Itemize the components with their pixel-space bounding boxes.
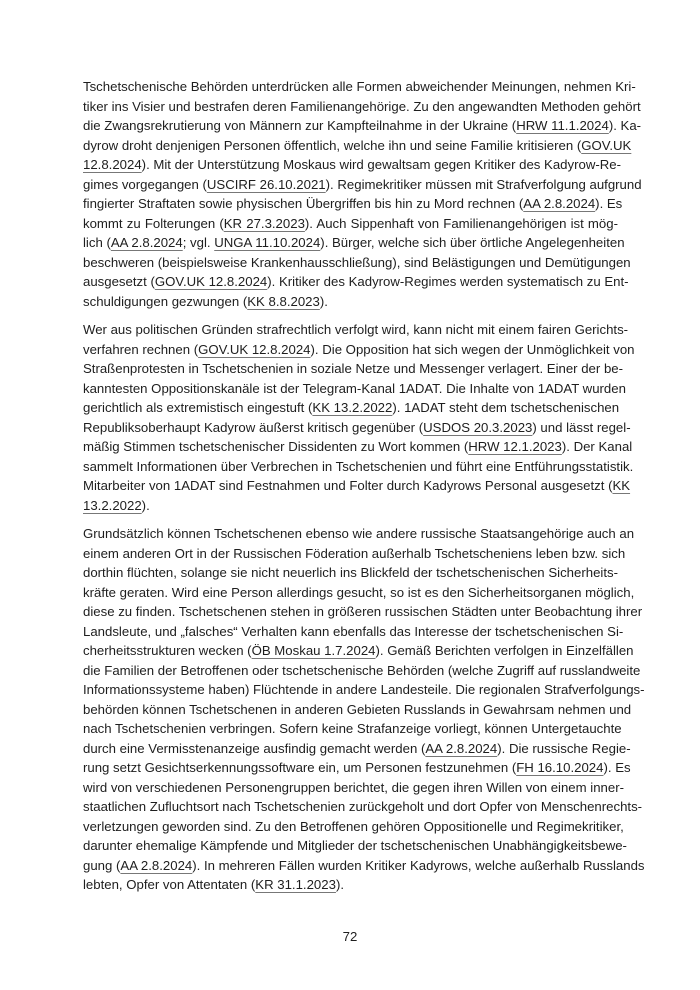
text-segment: nach Tschetschenien verbringen. Sofern keine Strafanzeige vorliegt, können Untergetauchte bbox=[83, 721, 622, 736]
source-reference-link[interactable]: FH 16.10.2024 bbox=[516, 760, 604, 775]
text-segment: Grundsätzlich können Tschetschenen ebenso wie andere russische Staatsangehörige auch an bbox=[83, 526, 635, 541]
text-segment: einem anderen Ort in der Russischen Föderation außerhalb Tschetscheniens leben bzw. sich bbox=[83, 545, 626, 561]
text-segment: darunter ehemalige Kämpfende und Mitglieder der tschetschenischen Unabhängigkeitsbewe- bbox=[83, 838, 627, 853]
document-body bbox=[83, 77, 645, 904]
text-segment: gerichtlich als extremistisch eingestuft ( bbox=[83, 400, 313, 415]
text-line bbox=[83, 194, 623, 214]
text-segment: durch eine Vermisstenanzeige ausfindig gemacht werden ( bbox=[83, 740, 426, 756]
text-segment: ; vgl. bbox=[182, 235, 215, 250]
text-line bbox=[83, 320, 629, 340]
text-line bbox=[83, 437, 633, 457]
text-segment: ). Auch Sippenhaft von Familienangehörigen ist mög- bbox=[304, 215, 618, 231]
source-reference-link[interactable]: KR 27.3.2023 bbox=[223, 215, 305, 231]
text-segment: rung setzt Gesichtserkennungssoftware ein, um Personen festzunehmen ( bbox=[83, 760, 517, 775]
text-segment: ). Mit der Unterstützung Moskaus wird gewaltsam gegen Kritiker des Kadyrow-Re- bbox=[141, 157, 622, 172]
source-reference-link[interactable]: USCIRF 26.10.2021 bbox=[206, 176, 326, 192]
text-segment: ). 1ADAT steht dem tschetschenischen bbox=[392, 400, 620, 415]
text-segment: Tschetschenische Behörden unterdrücken alle Formen abweichender Meinungen, nehmen Kri- bbox=[83, 79, 636, 94]
text-segment: tiker ins Visier und bestrafen deren Familienangehörige. Zu den angewandten Methoden gehört bbox=[83, 98, 641, 114]
text-line bbox=[83, 797, 643, 817]
text-line bbox=[83, 340, 635, 360]
text-segment: beschweren (beispielsweise Krankenhausschließung), sind Belästigungen und Demütigungen bbox=[83, 254, 631, 270]
text-segment: cherheitsstrukturen wecken ( bbox=[83, 643, 252, 658]
text-line bbox=[83, 583, 635, 603]
source-reference-link[interactable]: KR 31.1.2023 bbox=[255, 877, 336, 892]
text-segment: ). Es bbox=[595, 196, 623, 211]
text-segment: ). bbox=[335, 877, 344, 892]
text-segment: diese zu finden. Tschetschenen stehen in größeren russischen Städten unter Beobachtung ihrer bbox=[83, 604, 643, 619]
paragraph bbox=[83, 77, 642, 311]
text-segment: ). Die Opposition hat sich wegen der Unmöglichkeit von bbox=[310, 341, 635, 357]
text-segment: gimes vorgegangen ( bbox=[83, 176, 207, 192]
text-line bbox=[83, 563, 618, 583]
text-line bbox=[83, 856, 645, 876]
text-segment: behörden können Tschetschenen in anderen Gebieten Russlands in Gewahrsam nehmen und bbox=[83, 701, 632, 717]
text-line bbox=[83, 836, 627, 856]
source-reference-link[interactable]: ÖB Moskau 1.7.2024 bbox=[251, 643, 376, 658]
source-reference-link[interactable]: HRW 12.1.2023 bbox=[468, 439, 562, 454]
text-segment: ). Bürger, welche sich über örtliche Angelegenheiten bbox=[320, 235, 625, 250]
text-segment: ). Regimekritiker müssen mit Strafverfolgung aufgrund bbox=[325, 176, 642, 192]
text-segment: ). Es bbox=[603, 760, 631, 775]
text-line bbox=[83, 700, 632, 720]
text-line bbox=[83, 272, 629, 292]
text-line bbox=[83, 719, 622, 739]
text-line bbox=[83, 155, 622, 175]
source-reference-link[interactable]: 13.2.2022 bbox=[83, 497, 142, 513]
source-reference-link[interactable]: AA 2.8.2024 bbox=[110, 235, 183, 250]
text-segment: ). Ka- bbox=[608, 118, 642, 133]
source-reference-link[interactable]: KK bbox=[612, 478, 631, 493]
text-line bbox=[83, 758, 631, 778]
text-segment: ). bbox=[319, 293, 328, 309]
text-segment: ). In mehreren Fällen wurden Kritiker Kadyrows, welche außerhalb Russlands bbox=[192, 857, 645, 873]
text-segment: Republiksoberhaupt Kadyrow äußerst kritisch gegenüber ( bbox=[83, 419, 424, 435]
text-line bbox=[83, 778, 625, 798]
text-line bbox=[83, 418, 631, 438]
text-segment: schuldigungen gezwungen ( bbox=[83, 293, 248, 309]
text-line bbox=[83, 253, 631, 273]
text-segment: sammelt Informationen über Verbrechen in Tschetschenien und führt eine Entführungsstatistik. bbox=[83, 458, 634, 474]
source-reference-link[interactable]: AA 2.8.2024 bbox=[120, 857, 193, 873]
text-line bbox=[83, 496, 618, 516]
text-segment: ). Kritiker des Kadyrow-Regimes werden systematisch zu Ent- bbox=[267, 274, 629, 289]
source-reference-link[interactable]: USDOS 20.3.2023 bbox=[423, 419, 533, 435]
text-line bbox=[83, 875, 618, 895]
text-line bbox=[83, 233, 625, 253]
text-segment: Wer aus politischen Gründen strafrechtlich verfolgt wird, kann nicht mit einem fairen Gerichts- bbox=[83, 322, 629, 337]
text-segment: kanntesten Oppositionskanäle ist der Telegram-Kanal 1ADAT. Die Inhalte von 1ADAT wurden bbox=[83, 380, 626, 396]
text-segment: ). Die russische Regie- bbox=[497, 740, 631, 756]
source-reference-link[interactable]: AA 2.8.2024 bbox=[523, 196, 596, 211]
source-reference-link[interactable]: UNGA 11.10.2024 bbox=[214, 235, 321, 250]
text-segment: wird von verschiedenen Personengruppen berichtet, die gegen ihren Willen von einem inner- bbox=[83, 779, 625, 795]
text-line bbox=[83, 214, 618, 234]
source-reference-link[interactable]: KK 13.2.2022 bbox=[312, 400, 393, 415]
text-segment: dorthin flüchten, solange sie nicht neuerlich ins Blickfeld der tschetschenischen Sicherheits- bbox=[83, 565, 618, 580]
text-line bbox=[83, 544, 626, 564]
text-segment: fingierter Straftaten sowie physischen Übergriffen bis hin zu Mord rechnen ( bbox=[83, 196, 524, 211]
text-segment: ). Gemäß Berichten verfolgen in Einzelfällen bbox=[375, 643, 634, 658]
text-line bbox=[83, 739, 631, 759]
text-line bbox=[83, 476, 631, 496]
text-line bbox=[83, 292, 618, 312]
text-segment: Informationssysteme haben) Flüchtende in andere Landesteile. Die regionalen Strafverfolgungs- bbox=[83, 682, 645, 697]
text-line bbox=[83, 457, 634, 477]
text-segment: verfahren rechnen ( bbox=[83, 341, 199, 357]
text-segment: lebten, Opfer von Attentaten ( bbox=[83, 877, 256, 892]
source-reference-link[interactable]: AA 2.8.2024 bbox=[425, 740, 498, 756]
text-segment: Mitarbeiter von 1ADAT sind Festnahmen und Folter durch Kadyrows Personal ausgesetzt ( bbox=[83, 478, 613, 493]
source-reference-link[interactable]: KK 8.8.2023 bbox=[247, 293, 320, 309]
text-line bbox=[83, 97, 641, 117]
text-line bbox=[83, 77, 636, 97]
text-segment: lich ( bbox=[83, 235, 111, 250]
text-line bbox=[83, 641, 634, 661]
text-segment: ) und lässt regel- bbox=[532, 419, 631, 435]
text-segment: kräfte geraten. Wird eine Person allerdings gesucht, so ist es den Sicherheitsorganen möglich, bbox=[83, 584, 635, 600]
text-segment: gung ( bbox=[83, 857, 121, 873]
text-line bbox=[83, 359, 624, 379]
text-line bbox=[83, 379, 626, 399]
text-line bbox=[83, 680, 645, 700]
text-line bbox=[83, 817, 624, 837]
text-segment: mäßig Stimmen tschetschenischer Dissidenten zu Wort kommen ( bbox=[83, 439, 469, 454]
text-line bbox=[83, 661, 641, 681]
text-segment: ). Der Kanal bbox=[561, 439, 633, 454]
text-segment: die Zwangsrekrutierung von Männern zur Kampfteilnahme in der Ukraine ( bbox=[83, 118, 517, 133]
source-reference-link[interactable]: GOV.UK bbox=[581, 137, 632, 153]
source-reference-link[interactable]: HRW 11.1.2024 bbox=[516, 118, 609, 133]
source-reference-link[interactable]: GOV.UK 12.8.2024 bbox=[198, 341, 311, 357]
text-segment: kommt zu Folterungen ( bbox=[83, 215, 224, 231]
text-segment: Landsleute, und „falsches“ Verhalten kann ebenfalls das Interesse der tschetschenischen Si- bbox=[83, 623, 624, 639]
source-reference-link[interactable]: 12.8.2024 bbox=[83, 157, 142, 172]
text-line bbox=[83, 116, 642, 136]
text-segment: verletzungen geworden sind. Zu den Betroffenen gehören Oppositionelle und Regimekritiker, bbox=[83, 818, 624, 834]
text-segment: Straßenprotesten in Tschetschenien in soziale Netze und Messenger verlagert. Einer der be- bbox=[83, 361, 624, 376]
text-line bbox=[83, 398, 618, 418]
text-line bbox=[83, 136, 632, 156]
text-segment: ausgesetzt ( bbox=[83, 274, 155, 289]
page-number: 72 bbox=[342, 929, 358, 944]
text-segment: die Familien der Betroffenen oder tschetschenische Behörden (welche Zugriff auf russlandweite bbox=[83, 662, 641, 678]
text-line bbox=[83, 622, 624, 642]
source-reference-link[interactable]: GOV.UK 12.8.2024 bbox=[154, 274, 268, 289]
text-line bbox=[83, 175, 642, 195]
text-segment: staatlichen Zufluchtsort nach Tschetschenien zurückgeholt und dort Opfer von Menschenrechts- bbox=[83, 799, 643, 814]
paragraph bbox=[83, 320, 635, 515]
paragraph bbox=[83, 524, 645, 895]
text-line bbox=[83, 524, 635, 544]
text-line bbox=[83, 602, 643, 622]
text-segment: ). bbox=[141, 497, 150, 513]
text-segment: dyrow droht denjenigen Personen öffentlich, welche ihn und seine Familie kritisieren ( bbox=[83, 137, 582, 153]
